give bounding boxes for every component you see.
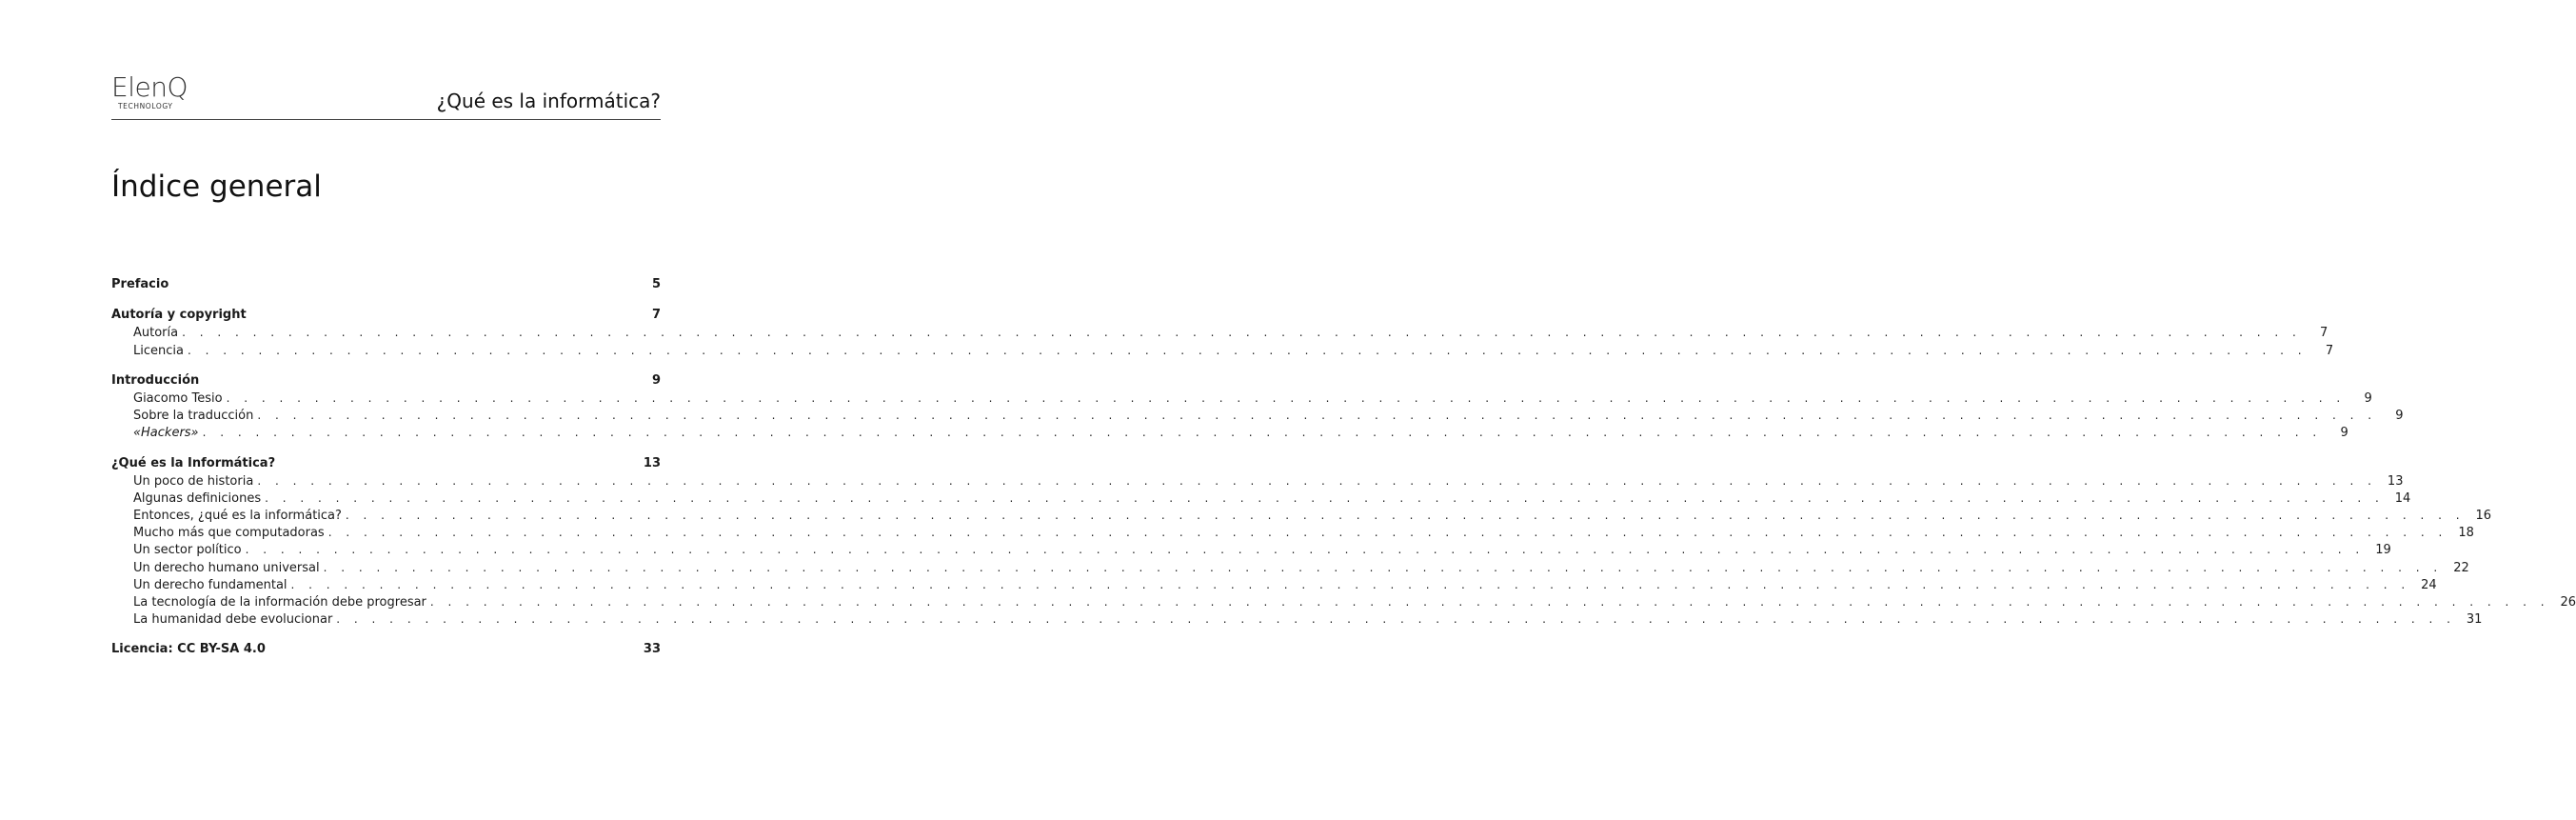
toc-section-entry[interactable] bbox=[111, 307, 661, 324]
header-divider bbox=[111, 119, 661, 120]
toc-dot-leader: . . . . . . . . . . . . . . . . . . . . . . . . . . . . . . . . . . . . . . . . . . . . . . . . . . . . . . . . . . . . . . . . . . . . . . . . . . . . . . . . . . . . . . . . . . . . . . . . . . . . . . . . . . . . . . . . . . . . . . . . bbox=[257, 409, 2377, 423]
elenq-logo bbox=[111, 71, 188, 110]
toc-dot-leader: . . . . . . . . . . . . . . . . . . . . . . . . . . . . . . . . . . . . . . . . . . . . . . . . . . . . . . . . . . . . . . . . . . . . . . . . . . . . . . . . . . . . . . . . . . . . . . . . . . . . . . . . . . . . . . . . . . . . . . . . bbox=[327, 526, 2447, 540]
toc-entry[interactable] bbox=[111, 593, 2576, 610]
toc-section bbox=[111, 641, 661, 658]
toc-entry[interactable] bbox=[111, 507, 2492, 524]
toc-section-entry[interactable] bbox=[111, 455, 661, 472]
toc-section-label: ¿Qué es la Informática? bbox=[111, 455, 276, 470]
toc-page-number: 9 bbox=[2395, 409, 2404, 424]
toc-dot-leader: . . . . . . . . . . . . . . . . . . . . . . . . . . . . . . . . . . . . . . . . . . . . . . . . . . . . . . . . . . . . . . . . . . . . . . . . . . . . . . . . . . . . . . . . . . . . . . . . . . . . . . . . . . . . . . . . . . . . . . . . bbox=[345, 509, 2466, 523]
toc-dot-leader: . . . . . . . . . . . . . . . . . . . . . . . . . . . . . . . . . . . . . . . . . . . . . . . . . . . . . . . . . . . . . . . . . . . . . . . . . . . . . . . . . . . . . . . . . . . . . . . . . . . . . . . . . . . . . . . . . . . . . . . . bbox=[429, 595, 2550, 609]
toc-entry[interactable] bbox=[111, 390, 2372, 407]
page-header bbox=[111, 71, 661, 120]
toc-page-number: 5 bbox=[651, 277, 661, 291]
toc-section-label: Prefacio bbox=[111, 277, 169, 291]
toc-section-label: Autoría y copyright bbox=[111, 308, 247, 323]
toc-dot-leader: . . . . . . . . . . . . . . . . . . . . . . . . . . . . . . . . . . . . . . . . . . . . . . . . . . . . . . . . . . . . . . . . . . . . . . . . . . . . . . . . . . . . . . . . . . . . . . . . . . . . . . . . . . . . . . . . . . . . . . . . bbox=[336, 612, 2456, 627]
toc-section bbox=[111, 307, 2334, 359]
toc-page-number: 13 bbox=[643, 455, 661, 470]
toc-page-number: 14 bbox=[2394, 490, 2411, 506]
toc-dot-leader: . . . . . . . . . . . . . . . . . . . . . . . . . . . . . . . . . . . . . . . . . . . . . . . . . . . . . . . . . . . . . . . . . . . . . . . . . . . . . . . . . . . . . . . . . . . . . . . . . . . . . . . . . . . . . . . . . . . . . . . . bbox=[265, 490, 2385, 505]
toc-page-number: 33 bbox=[643, 642, 661, 657]
toc-page-number: 7 bbox=[651, 308, 661, 323]
toc-page-number: 7 bbox=[2319, 326, 2328, 341]
toc-dot-leader: . . . . . . . . . . . . . . . . . . . . . . . . . . . . . . . . . . . . . . . . . . . . . . . . . . . . . . . . . . . . . . . . . . . . . . . . . . . . . . . . . . . . . . . . . . . . . . . . . . . . . . . . . . . . . . . . . . . . . . . . bbox=[257, 473, 2377, 488]
toc-entry-label: Giacomo Tesio bbox=[133, 390, 223, 406]
toc-section-entry[interactable] bbox=[111, 276, 661, 293]
toc-entry[interactable] bbox=[111, 324, 2328, 341]
toc-dot-leader: . . . . . . . . . . . . . . . . . . . . . . . . . . . . . . . . . . . . . . . . . . . . . . . . . . . . . . . . . . . . . . . . . . . . . . . . . . . . . . . . . . . . . . . . . . . . . . . . . . . . . . . . . . . . . . . . . . . . . . . . bbox=[187, 343, 2308, 357]
toc-entry-label: Un poco de historia bbox=[133, 473, 254, 489]
toc-entry-label: Licencia bbox=[133, 343, 184, 358]
toc-entry-label: Algunas definiciones bbox=[133, 490, 262, 506]
toc-entry[interactable] bbox=[111, 524, 2474, 541]
page-title: Índice general bbox=[111, 170, 322, 204]
logo-subtitle: TECHNOLOGY bbox=[118, 102, 173, 110]
toc-entry[interactable] bbox=[111, 424, 2348, 441]
toc-section-entry[interactable] bbox=[111, 641, 661, 658]
toc-page-number: 7 bbox=[2325, 343, 2334, 358]
toc-section-entry[interactable] bbox=[111, 372, 661, 390]
toc-section-label: Licencia: CC BY-SA 4.0 bbox=[111, 642, 266, 657]
toc-entry[interactable] bbox=[111, 407, 2404, 424]
toc-entry[interactable] bbox=[111, 559, 2469, 576]
toc-entry[interactable] bbox=[111, 576, 2437, 593]
toc-page-number: 22 bbox=[2453, 560, 2469, 575]
toc-entry[interactable] bbox=[111, 610, 2483, 628]
table-of-contents bbox=[111, 276, 2576, 672]
toc-section bbox=[111, 276, 661, 293]
toc-page-number: 9 bbox=[2364, 390, 2372, 406]
toc-page-number: 31 bbox=[2466, 612, 2483, 628]
toc-dot-leader: . . . . . . . . . . . . . . . . . . . . . . . . . . . . . . . . . . . . . . . . . . . . . . . . . . . . . . . . . . . . . . . . . . . . . . . . . . . . . . . . . . . . . . . . . . . . . . . . . . . . . . . . . . . . . . . . . . . . . . . . bbox=[245, 543, 2365, 557]
toc-page-number: 24 bbox=[2421, 577, 2437, 592]
toc-page-number: 19 bbox=[2375, 543, 2391, 558]
toc-dot-leader: . . . . . . . . . . . . . . . . . . . . . . . . . . . . . . . . . . . . . . . . . . . . . . . . . . . . . . . . . . . . . . . . . . . . . . . . . . . . . . . . . . . . . . . . . . . . . . . . . . . . . . . . . . . . . . . . . . . . . . . . bbox=[290, 577, 2410, 591]
toc-entry-label: Mucho más que computadoras bbox=[133, 526, 325, 541]
toc-entry[interactable] bbox=[111, 342, 2334, 359]
toc-entry[interactable] bbox=[111, 472, 2404, 490]
toc-dot-leader: . . . . . . . . . . . . . . . . . . . . . . . . . . . . . . . . . . . . . . . . . . . . . . . . . . . . . . . . . . . . . . . . . . . . . . . . . . . . . . . . . . . . . . . . . . . . . . . . . . . . . . . . . . . . . . . . . . . . . . . . bbox=[226, 390, 2346, 405]
toc-section bbox=[111, 372, 2404, 442]
toc-entry[interactable] bbox=[111, 541, 2391, 558]
toc-section-label: Introducción bbox=[111, 372, 200, 388]
toc-entry-label: La tecnología de la información debe progresar bbox=[133, 595, 426, 610]
toc-entry-label: Un derecho fundamental bbox=[133, 577, 287, 592]
toc-entry-label: Un derecho humano universal bbox=[133, 560, 320, 575]
toc-entry-label: Sobre la traducción bbox=[133, 409, 254, 424]
toc-page-number: 18 bbox=[2458, 526, 2474, 541]
toc-entry-label: «Hackers» bbox=[133, 426, 199, 441]
toc-entry-label: La humanidad debe evolucionar bbox=[133, 612, 333, 628]
toc-entry-label: Entonces, ¿qué es la informática? bbox=[133, 509, 342, 524]
toc-dot-leader: . . . . . . . . . . . . . . . . . . . . . . . . . . . . . . . . . . . . . . . . . . . . . . . . . . . . . . . . . . . . . . . . . . . . . . . . . . . . . . . . . . . . . . . . . . . . . . . . . . . . . . . . . . . . . . . . . . . . . . . . bbox=[182, 326, 2302, 340]
toc-dot-leader: . . . . . . . . . . . . . . . . . . . . . . . . . . . . . . . . . . . . . . . . . . . . . . . . . . . . . . . . . . . . . . . . . . . . . . . . . . . . . . . . . . . . . . . . . . . . . . . . . . . . . . . . . . . . . . . . . . . . . . . . bbox=[323, 560, 2443, 574]
toc-page-number: 16 bbox=[2475, 509, 2492, 524]
toc-entry[interactable] bbox=[111, 490, 2411, 507]
toc-page-number: 13 bbox=[2387, 473, 2404, 489]
toc-page-number: 9 bbox=[2340, 426, 2348, 441]
logo-wordmark: ElenQ bbox=[111, 71, 188, 103]
toc-dot-leader: . . . . . . . . . . . . . . . . . . . . . . . . . . . . . . . . . . . . . . . . . . . . . . . . . . . . . . . . . . . . . . . . . . . . . . . . . . . . . . . . . . . . . . . . . . . . . . . . . . . . . . . . . . . . . . . . . . . . . . . . bbox=[202, 426, 2322, 440]
toc-entry-label: Un sector político bbox=[133, 543, 242, 558]
toc-page-number: 26 bbox=[2560, 595, 2576, 610]
running-title: ¿Qué es la informática? bbox=[436, 90, 661, 112]
toc-section bbox=[111, 455, 2576, 629]
toc-page-number: 9 bbox=[651, 372, 661, 388]
toc-entry-label: Autoría bbox=[133, 326, 179, 341]
